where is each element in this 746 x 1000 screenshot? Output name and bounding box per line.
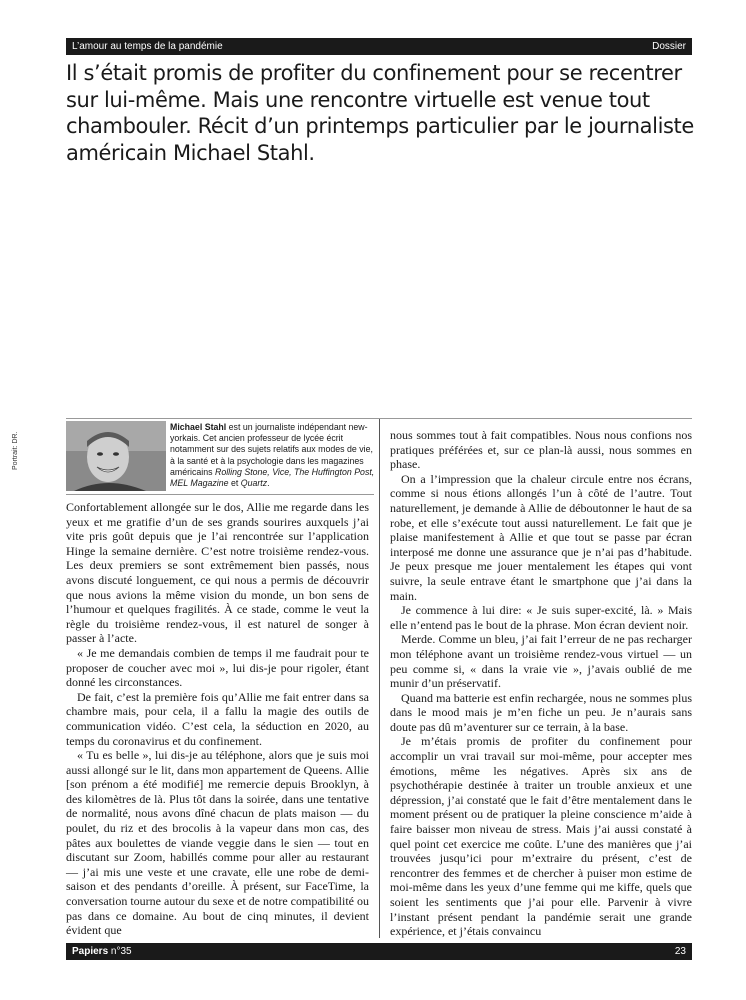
section-category: Dossier	[652, 41, 686, 52]
magazine-issue	[72, 943, 132, 960]
author-name: Michael Stahl	[170, 422, 227, 432]
issue-number: n°35	[108, 946, 132, 957]
section-title: L’amour au temps de la pandémie	[72, 41, 223, 52]
column-divider	[379, 419, 380, 938]
page-number: 23	[674, 946, 686, 957]
author-bio-box	[66, 420, 374, 495]
article-column-left	[66, 500, 369, 938]
photo-credit: Portrait: DR.	[12, 431, 19, 470]
paragraph: Quand ma batterie est enfin rechargée, nous ne sommes plus dans le mood mais je m’en fiche un peu. Je n’aurais sans doute pas dû m’aventurer sur ce terrain, à la base.	[390, 690, 692, 734]
paragraph: De fait, c’est la première fois qu’Allie me fait entrer dans sa chambre mais, pour cela, il a fallu la magie des outils de communication vidéo. C’est cela, la séduction en 2020, au temps du coronavirus et du confinement.	[66, 689, 369, 748]
paragraph: « Je me demandais combien de temps il me faudrait pour te proposer de coucher avec moi », lui dis-je pour rigoler, étant donné les circonstances.	[66, 645, 369, 690]
author-bio-text: Michael Stahl est un journaliste indépendant new-yorkais. Cet ancien professeur de lycée écrit notamment sur des sujets relatifs aux modes de vie, à la santé et à la psychologie dans les magazines américains Rolling Stone, Vice, The Huffington Post, MEL Magazine et Quartz.	[170, 422, 375, 489]
paragraph: Je m’étais promis de profiter du confinement pour accomplir un vrai travail sur moi-même, pour accepter mes émotions, même les négatives. Après six ans de psychothérapie destinée à traiter un trouble anxieux et une dépression, j’ai constaté que le fait d’être mentalement dans le moment présent ou de pratiquer la pleine conscience m’aide à faire baisser mon niveau de stress. Mais j’ai aussi constaté à quel point cet exercice me coûte. L’une des manières que j’ai trouvées jusqu’ici pour m’extraire du présent, c’est de rencontrer des femmes et de chercher à puiser mon estime de moi-même dans les yeux d’une femme qui me kiffe, quels que soient les sentiments que j’ai pour elle. Parvenir à vivre l’instant présent pendant la pandémie serait une grande expérience, et j’étais convaincu	[390, 734, 692, 939]
paragraph: Je commence à lui dire: « Je suis super-excité, là. » Mais elle n’entend pas le bout de la phrase. Mon écran devient noir.	[390, 603, 692, 632]
article-column-right	[390, 428, 692, 939]
section-header-bar	[66, 38, 692, 55]
paragraph: Confortablement allongée sur le dos, Allie me regarde dans les yeux et me gratifie d’un de ses grands sourires auxquels j’ai vite pris goût depuis que je l’ai rencontrée sur l’application Hinge la semaine dernière. C’est notre troisième rendez-vous. Les deux premiers se sont extrêmement bien passés, nous avons discuté longuement, ce qui nous a permis de découvrir que nous avions la même vision du monde, un bon sens de l’humour et quelques fragilités. À ce stade, comme le veut la règle du troisième rendez-vous, il est naturel de songer à passer à l’acte.	[66, 500, 369, 646]
article-headline: Il s’était promis de profiter du confinement pour se recentrer sur lui-même. Mais une rencontre virtuelle est venue tout chambouler. Récit d’un printemps particulier par le journaliste américain Michael Stahl.	[66, 61, 694, 165]
author-portrait	[66, 421, 166, 491]
paragraph: On a l’impression que la chaleur circule entre nos écrans, comme si nous étions allongés l’un à côté de l’autre. Tout naturellement, je demande à Allie de déboutonner le haut de sa robe, et elle s’exécute tout aussi naturellement. Le fait que je plaise manifestement à Allie et que tout se passe par écran interposé me donne une assurance que je n’ai pas d’habitude. Je peux presque me jouer mentalement les étapes qui vont suivre, la seule entrave étant le smartphone que j’ai dans la main.	[390, 471, 692, 603]
paragraph: Merde. Comme un bleu, j’ai fait l’erreur de ne pas recharger mon téléphone avant un troisième rendez-vous virtuel — un peu comme si, « dans la vraie vie », j’avais oublié de me munir d’un préservatif.	[390, 632, 692, 691]
paragraph: nous sommes tout à fait compatibles. Nous nous confions nos pratiques préférées et, sur ce plan-là aussi, nous sommes en phase.	[390, 428, 692, 472]
magazine-name: Papiers	[72, 946, 109, 957]
paragraph: « Tu es belle », lui dis-je au téléphone, alors que je suis moi aussi allongé sur le lit, dans mon appartement de Queens. Allie [son prénom a été modifié] me remercie depuis Brooklyn, à des kilomètres de là. Plus tôt dans la soirée, dans une tentative de normalité, nous avons dîné chacun de plats maison — du poulet, du riz et des brocolis à la vapeur dans mon cas, des pâtes aux boulettes de viande veggie dans le sien — tout en discutant sur Zoom, habillés comme pour aller au restaurant — j’ai mis une veste et une cravate, elle une robe de demi-saison et des pendants d’oreille. À présent, sur FaceTime, la conversation tourne autour du sexe et de notre compatibilité ou pas dans ce domaine. Au bout de cinq minutes, il devient évident que	[66, 748, 369, 938]
page-footer-bar	[66, 943, 692, 960]
